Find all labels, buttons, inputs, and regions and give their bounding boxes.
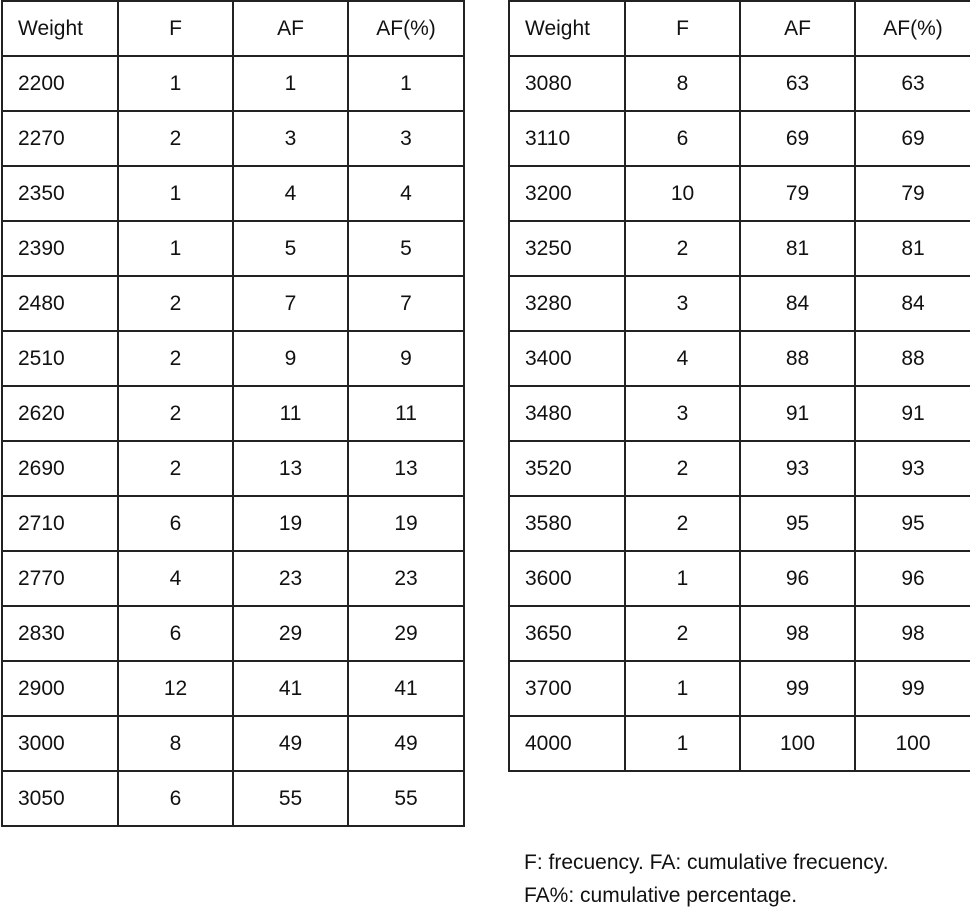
table-row: [509, 111, 970, 166]
af-cell: 19: [233, 496, 348, 551]
af-cell: 96: [740, 551, 855, 606]
weight-cell: 2480: [2, 276, 118, 331]
af-cell: 79: [740, 166, 855, 221]
f-cell: 1: [625, 661, 740, 716]
af-cell: 93: [740, 441, 855, 496]
af-percent-cell: 88: [855, 331, 970, 386]
af-percent-cell: 9: [348, 331, 464, 386]
weight-cell: 3110: [509, 111, 625, 166]
f-cell: 6: [625, 111, 740, 166]
weight-cell: 3480: [509, 386, 625, 441]
f-cell: 8: [625, 56, 740, 111]
af-percent-cell: 29: [348, 606, 464, 661]
f-cell: 3: [625, 276, 740, 331]
table-header-row: [509, 1, 970, 56]
af-percent-cell: 93: [855, 441, 970, 496]
weight-cell: 2900: [2, 661, 118, 716]
table-row: [509, 551, 970, 606]
footnote: [524, 846, 889, 912]
weight-cell: 2200: [2, 56, 118, 111]
header-weight: Weight: [509, 1, 625, 56]
weight-cell: 2270: [2, 111, 118, 166]
af-cell: 7: [233, 276, 348, 331]
header-af: AF: [740, 1, 855, 56]
table-row: [509, 716, 970, 771]
table-row: [509, 441, 970, 496]
af-cell: 100: [740, 716, 855, 771]
weight-cell: 3000: [2, 716, 118, 771]
af-percent-cell: 91: [855, 386, 970, 441]
f-cell: 2: [625, 606, 740, 661]
af-percent-cell: 11: [348, 386, 464, 441]
af-percent-cell: 79: [855, 166, 970, 221]
weight-cell: 2620: [2, 386, 118, 441]
af-percent-cell: 99: [855, 661, 970, 716]
af-percent-cell: 84: [855, 276, 970, 331]
table-row: [2, 716, 464, 771]
af-cell: 4: [233, 166, 348, 221]
table-header-row: [2, 1, 464, 56]
af-percent-cell: 63: [855, 56, 970, 111]
table-body-left: [2, 56, 464, 826]
af-cell: 3: [233, 111, 348, 166]
weight-cell: 2770: [2, 551, 118, 606]
table-row: [2, 551, 464, 606]
af-cell: 5: [233, 221, 348, 276]
table-row: [2, 276, 464, 331]
header-f: F: [118, 1, 233, 56]
af-percent-cell: 55: [348, 771, 464, 826]
table-row: [2, 111, 464, 166]
weight-cell: 2350: [2, 166, 118, 221]
af-cell: 49: [233, 716, 348, 771]
weight-cell: 3580: [509, 496, 625, 551]
af-cell: 55: [233, 771, 348, 826]
f-cell: 2: [625, 496, 740, 551]
table-row: [509, 221, 970, 276]
weight-cell: 2510: [2, 331, 118, 386]
table-row: [2, 771, 464, 826]
table-row: [509, 56, 970, 111]
af-percent-cell: 23: [348, 551, 464, 606]
af-percent-cell: 100: [855, 716, 970, 771]
f-cell: 1: [625, 551, 740, 606]
af-percent-cell: 13: [348, 441, 464, 496]
weight-cell: 3400: [509, 331, 625, 386]
table-row: [2, 386, 464, 441]
af-percent-cell: 1: [348, 56, 464, 111]
table-row: [509, 331, 970, 386]
footnote-line-1: F: frecuency. FA: cumulative frecuency.: [524, 851, 889, 874]
table-row: [509, 606, 970, 661]
af-percent-cell: 49: [348, 716, 464, 771]
weight-cell: 3650: [509, 606, 625, 661]
af-percent-cell: 96: [855, 551, 970, 606]
af-percent-cell: 69: [855, 111, 970, 166]
table-row: [509, 276, 970, 331]
f-cell: 8: [118, 716, 233, 771]
f-cell: 6: [118, 606, 233, 661]
weight-cell: 2710: [2, 496, 118, 551]
af-cell: 98: [740, 606, 855, 661]
footnote-line-2: FA%: cumulative percentage.: [524, 884, 798, 907]
table-row: [2, 441, 464, 496]
weight-cell: 3700: [509, 661, 625, 716]
header-af-percent: AF(%): [855, 1, 970, 56]
table-row: [2, 661, 464, 716]
table-row: [2, 496, 464, 551]
weight-cell: 3600: [509, 551, 625, 606]
f-cell: 1: [625, 716, 740, 771]
table-row: [2, 606, 464, 661]
weight-cell: 3520: [509, 441, 625, 496]
af-percent-cell: 81: [855, 221, 970, 276]
f-cell: 2: [118, 111, 233, 166]
af-cell: 99: [740, 661, 855, 716]
table-row: [509, 496, 970, 551]
af-percent-cell: 19: [348, 496, 464, 551]
af-percent-cell: 41: [348, 661, 464, 716]
af-cell: 84: [740, 276, 855, 331]
f-cell: 10: [625, 166, 740, 221]
af-cell: 91: [740, 386, 855, 441]
header-af-percent: AF(%): [348, 1, 464, 56]
af-cell: 63: [740, 56, 855, 111]
af-cell: 9: [233, 331, 348, 386]
f-cell: 4: [625, 331, 740, 386]
table-row: [2, 166, 464, 221]
table-row: [509, 166, 970, 221]
af-percent-cell: 4: [348, 166, 464, 221]
f-cell: 2: [118, 386, 233, 441]
f-cell: 4: [118, 551, 233, 606]
frequency-table-right: [508, 0, 970, 772]
header-weight: Weight: [2, 1, 118, 56]
af-percent-cell: 7: [348, 276, 464, 331]
weight-cell: 3250: [509, 221, 625, 276]
f-cell: 2: [625, 221, 740, 276]
af-cell: 13: [233, 441, 348, 496]
af-cell: 41: [233, 661, 348, 716]
header-f: F: [625, 1, 740, 56]
header-af: AF: [233, 1, 348, 56]
weight-cell: 2390: [2, 221, 118, 276]
table-row: [2, 221, 464, 276]
af-percent-cell: 95: [855, 496, 970, 551]
af-cell: 1: [233, 56, 348, 111]
f-cell: 1: [118, 166, 233, 221]
af-cell: 81: [740, 221, 855, 276]
f-cell: 2: [118, 276, 233, 331]
af-cell: 23: [233, 551, 348, 606]
af-cell: 69: [740, 111, 855, 166]
weight-cell: 3080: [509, 56, 625, 111]
f-cell: 2: [118, 441, 233, 496]
weight-cell: 2830: [2, 606, 118, 661]
af-cell: 88: [740, 331, 855, 386]
table-row: [2, 331, 464, 386]
f-cell: 2: [625, 441, 740, 496]
f-cell: 2: [118, 331, 233, 386]
table-row: [2, 56, 464, 111]
f-cell: 6: [118, 496, 233, 551]
frequency-table-left: [1, 0, 465, 827]
f-cell: 1: [118, 56, 233, 111]
af-percent-cell: 3: [348, 111, 464, 166]
af-cell: 95: [740, 496, 855, 551]
weight-cell: 3200: [509, 166, 625, 221]
af-percent-cell: 5: [348, 221, 464, 276]
weight-cell: 3050: [2, 771, 118, 826]
table-body-right: [509, 56, 970, 771]
table-row: [509, 386, 970, 441]
af-cell: 11: [233, 386, 348, 441]
f-cell: 3: [625, 386, 740, 441]
f-cell: 6: [118, 771, 233, 826]
af-percent-cell: 98: [855, 606, 970, 661]
f-cell: 12: [118, 661, 233, 716]
weight-cell: 2690: [2, 441, 118, 496]
table-row: [509, 661, 970, 716]
af-cell: 29: [233, 606, 348, 661]
weight-cell: 4000: [509, 716, 625, 771]
f-cell: 1: [118, 221, 233, 276]
weight-cell: 3280: [509, 276, 625, 331]
